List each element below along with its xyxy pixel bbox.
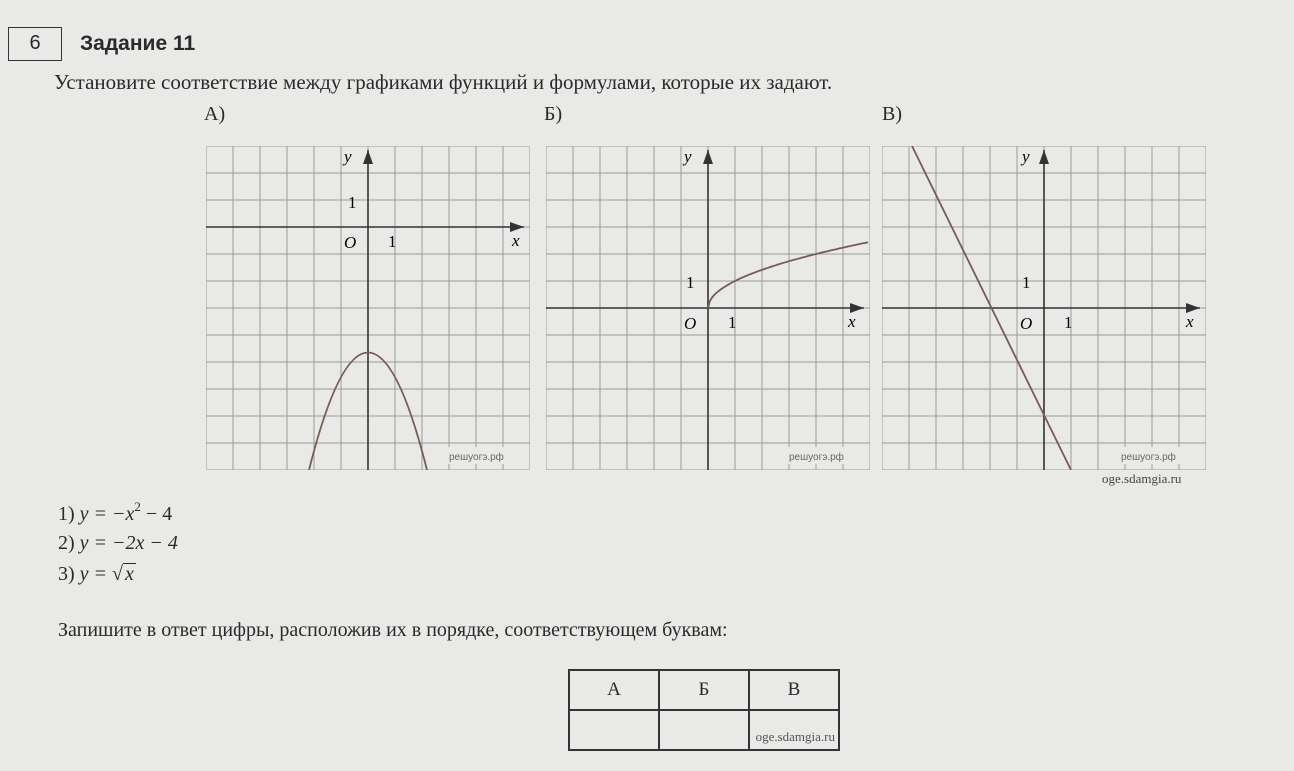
formula-1 [58,499,173,526]
answer-header-b: Б [659,670,749,710]
graph-v-y-label: y [1022,147,1030,166]
task-instruction: Установите соответствие между графиками функций и формулами, которые их задают. [54,70,833,94]
graph-v-letter: В) [882,103,902,125]
graph-v-watermark: решуогэ.рф [1121,452,1176,463]
graph-a-one-x: 1 [388,232,397,251]
graph-b-x-label: x [848,312,856,331]
graph-a-x-label: x [512,231,520,250]
formula-1-lhs: y = −x [79,503,135,525]
answer-header-a: А [569,670,659,710]
graph-v [882,146,1206,470]
answer-cell-a[interactable] [569,710,659,750]
answer-cell-v[interactable] [749,710,839,750]
graph-b [546,146,870,470]
source-credit: oge.sdamgia.ru [1102,471,1182,486]
answer-cell-b[interactable] [659,710,749,750]
graph-v-x-label: x [1186,312,1194,331]
formula-3-radicand: x [125,563,134,585]
answer-watermark: oge.sdamgia.ru [755,729,835,744]
graph-v-origin: O [1020,314,1033,333]
task-title: Задание 11 [80,32,196,55]
answer-table [568,669,840,751]
sqrt-icon: √ [112,563,124,585]
graph-b-one-x: 1 [728,313,737,332]
graph-b-curve [708,242,868,308]
formula-1-exponent: 2 [134,499,141,514]
graph-a [206,146,530,470]
graph-a-letter: А) [204,103,226,125]
formula-3 [58,563,136,586]
graph-a-one-y: 1 [348,193,357,212]
graph-b-letter: Б) [544,103,563,125]
formula-3-number: 3) [58,563,75,585]
formula-1-number: 1) [58,503,75,525]
graph-a-watermark: решуогэ.рф [449,452,504,463]
formula-2 [58,532,178,555]
graph-v-one-y: 1 [1022,273,1031,292]
formula-1-rhs: − 4 [140,503,173,525]
task-number-box: 6 [8,27,62,61]
answer-header-v: В [749,670,839,710]
graph-b-y-label: y [684,147,692,166]
graph-v-one-x: 1 [1064,313,1073,332]
formula-2-number: 2) [58,532,75,554]
graph-b-origin: O [684,314,697,333]
answer-prompt: Запишите в ответ цифры, расположив их в порядке, соответствующем буквам: [58,619,728,641]
formula-3-lhs: y = [79,563,113,585]
formula-2-text: y = −2x − 4 [79,532,178,554]
graph-a-y-label: y [344,147,352,166]
graph-b-one-y: 1 [686,273,695,292]
graph-a-origin: O [344,233,357,252]
graph-b-watermark: решуогэ.рф [789,452,844,463]
